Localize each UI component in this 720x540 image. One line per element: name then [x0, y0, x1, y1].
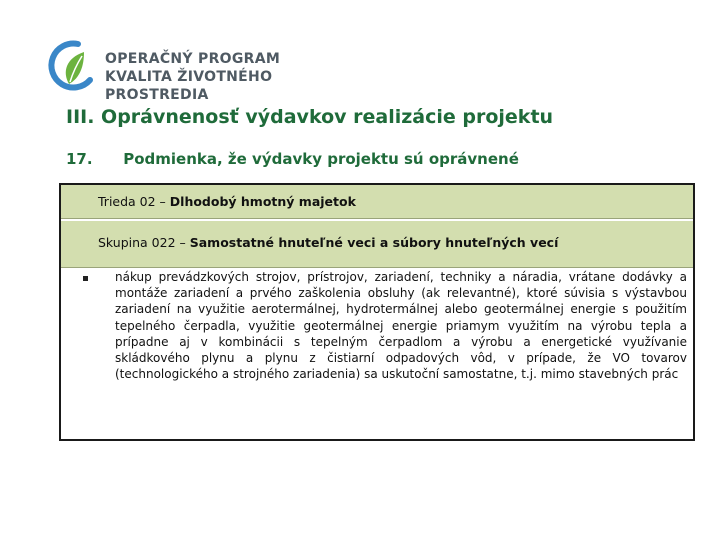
bullet-icon	[83, 276, 88, 281]
page-title: III. Oprávnenosť výdavkov realizácie projektu	[66, 106, 554, 128]
table-row-class	[61, 185, 693, 219]
logo-emblem-icon	[40, 36, 100, 96]
class-prefix: Trieda 02 –	[98, 194, 170, 209]
class-name: Dlhodobý hmotný majetok	[169, 194, 356, 209]
group-name: Samostatné hnuteľné veci a súbory hnuteľných vecí	[189, 235, 559, 250]
program-logo	[40, 36, 370, 103]
section-text: Podmienka, že výdavky projektu sú oprávnené	[123, 150, 519, 168]
section-heading	[66, 150, 686, 168]
group-prefix: Skupina 022 –	[98, 235, 190, 250]
logo-text	[105, 50, 370, 104]
section-number: 17.	[66, 150, 93, 168]
expense-table	[59, 183, 695, 441]
bullet-text: nákup prevádzkových strojov, prístrojov, zariadení, techniky a náradia, vrátane dodávky a montáže zariadení a prvého zaškolenia obsluhy (ak relevantné), ktoré súvisia s výstavbou zariadení na využitie aerotermálnej, hydrotermálnej alebo geotermálnej energie s použitím tepelného čerpadla, využitie geotermálnej energie priamym využitím na výrobu tepla a prípadne aj v kombinácii s tepelným čerpadlom a výrobu a energetické využívanie skládkového plynu a plynu z čistiarní odpadových vôd, v prípade, že VO tovarov (technologického a strojného zariadenia) sa uskutoční samostatne, t.j. mimo stavebných prác	[115, 270, 687, 382]
table-row-group	[61, 221, 693, 268]
logo-line-1: OPERAČNÝ PROGRAM	[105, 51, 281, 67]
logo-line-2: KVALITA ŽIVOTNÉHO PROSTREDIA	[105, 69, 273, 103]
